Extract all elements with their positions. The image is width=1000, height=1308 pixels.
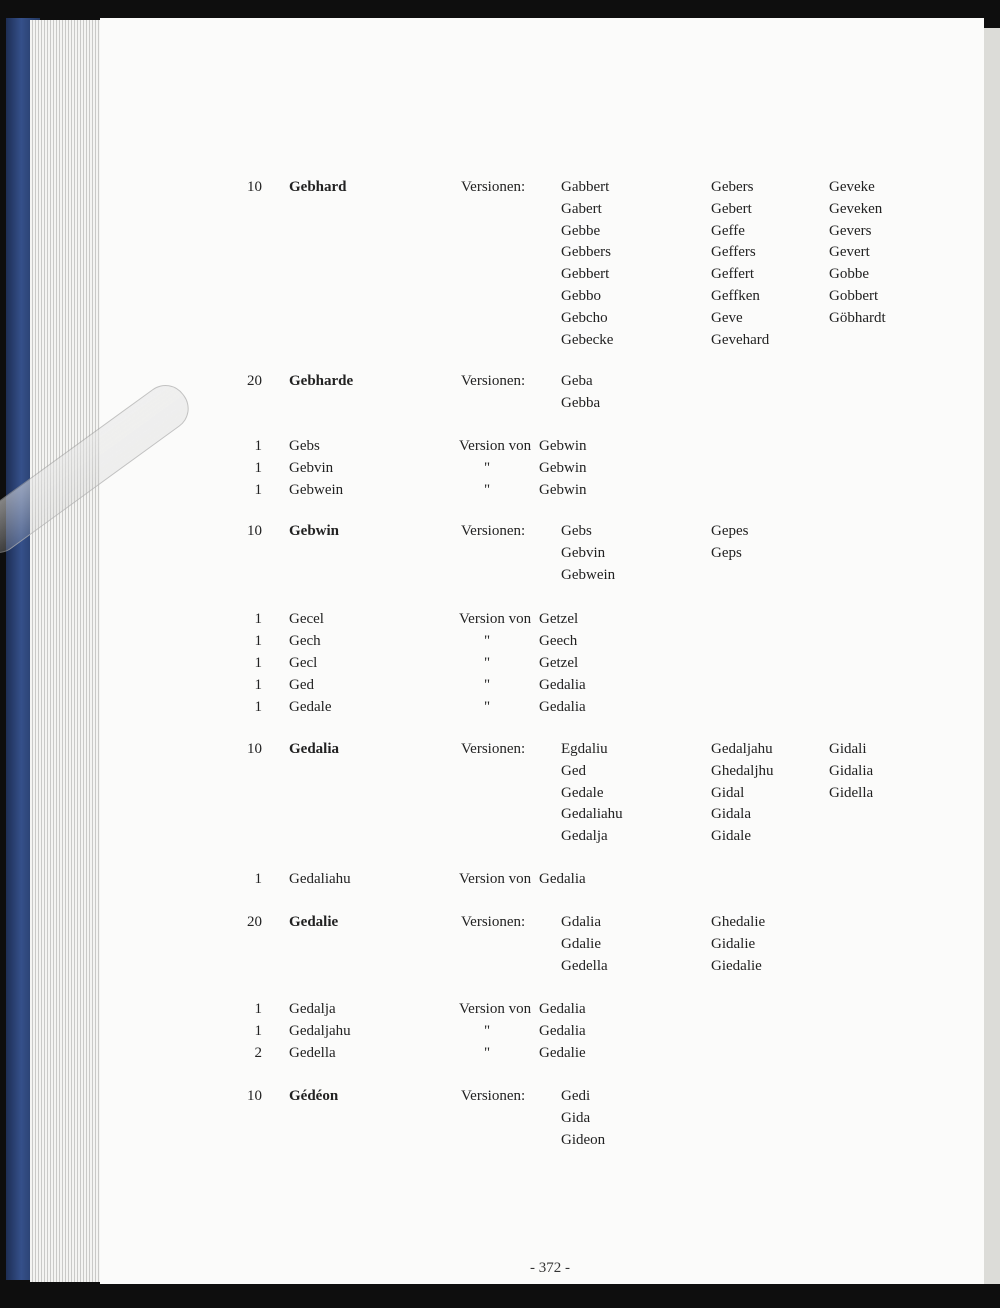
reference-name: Gebwin <box>539 438 587 454</box>
version-name: Geps <box>711 544 742 561</box>
version-name: Gebert <box>711 200 752 217</box>
versions-label: Versionen: <box>461 523 526 539</box>
frequency-number: 1 <box>254 460 262 476</box>
version-name: Gdalie <box>561 935 601 952</box>
version-name: Gedella <box>561 957 608 974</box>
reference-name: Gedalia <box>539 1001 586 1017</box>
version-name: Geffers <box>711 244 756 261</box>
ditto-mark: " <box>484 699 491 715</box>
entry-name: Gedalia <box>289 741 340 757</box>
version-name: Gabbert <box>561 179 610 195</box>
version-name: Geffert <box>711 266 755 283</box>
version-name: Gidala <box>711 806 751 823</box>
reference-name: Getzel <box>539 655 579 671</box>
entry-name: Gedale <box>289 699 332 715</box>
frequency-number: 1 <box>254 438 262 454</box>
version-name: Ged <box>561 762 586 779</box>
frequency-number: 20 <box>247 373 262 389</box>
version-name: Giedalie <box>711 957 762 974</box>
reference-name: Gebwin <box>539 460 587 476</box>
version-name: Gebbo <box>561 288 601 304</box>
frequency-number: 1 <box>254 699 262 715</box>
entry-name: Gebvin <box>289 460 334 476</box>
version-name: Gedi <box>561 1088 591 1104</box>
versions-label: Versionen: <box>461 179 526 195</box>
frequency-number: 1 <box>254 1001 262 1017</box>
reference-name: Gedalia <box>539 871 586 887</box>
version-name: Gidali <box>829 741 867 757</box>
version-name: Gebwein <box>561 566 616 583</box>
facing-page-edge <box>984 28 1000 1284</box>
version-name: Geffken <box>711 288 760 304</box>
frequency-number: 2 <box>254 1045 262 1061</box>
version-name: Gebecke <box>561 331 614 348</box>
frequency-number: 1 <box>254 677 262 693</box>
reference-name: Gebwin <box>539 482 587 498</box>
ditto-mark: " <box>484 677 491 693</box>
version-name: Gobbert <box>829 288 879 304</box>
entry-name: Gebs <box>289 438 320 454</box>
version-of-label: Version von <box>459 871 532 887</box>
ditto-mark: " <box>484 460 491 476</box>
version-name: Gobbe <box>829 266 869 283</box>
versions-label: Versionen: <box>461 1088 526 1104</box>
entry-name: Gecel <box>289 611 324 627</box>
version-name: Geveke <box>829 179 875 195</box>
reference-name: Gedalia <box>539 699 586 715</box>
version-of-label: Version von <box>459 611 532 627</box>
frequency-number: 1 <box>254 611 262 627</box>
entry-name: Gedaliahu <box>289 871 351 887</box>
version-name: Gebers <box>711 179 754 195</box>
ditto-mark: " <box>484 655 491 671</box>
reference-name: Gedalie <box>539 1045 586 1061</box>
entry-name: Gecl <box>289 655 318 671</box>
version-name: Gevehard <box>711 331 770 348</box>
version-name: Gebbert <box>561 266 610 283</box>
version-name: Gida <box>561 1109 591 1126</box>
version-name: Gidella <box>829 784 874 801</box>
ditto-mark: " <box>484 1023 491 1039</box>
version-name: Geveken <box>829 200 883 217</box>
version-name: Gabert <box>561 200 602 217</box>
version-name: Gebvin <box>561 544 606 561</box>
entry-name: Gedaljahu <box>289 1023 351 1039</box>
page-number: - 372 - <box>530 1260 570 1276</box>
frequency-number: 20 <box>247 914 262 930</box>
version-of-label: Version von <box>459 1001 532 1017</box>
version-name: Gebba <box>561 394 601 411</box>
frequency-number: 1 <box>254 633 262 649</box>
frequency-number: 10 <box>247 741 262 757</box>
version-of-label: Version von <box>459 438 532 454</box>
version-name: Gidalia <box>829 762 874 779</box>
entry-name: Gedalie <box>289 914 339 930</box>
version-name: Gevers <box>829 222 872 239</box>
versions-label: Versionen: <box>461 741 526 757</box>
frequency-number: 1 <box>254 871 262 887</box>
version-name: Gidale <box>711 828 751 845</box>
entry-name: Gedalja <box>289 1001 336 1017</box>
version-name: Gebcho <box>561 309 608 326</box>
version-name: Ghedaljhu <box>711 762 774 779</box>
version-name: Gedaliahu <box>561 806 623 823</box>
ditto-mark: " <box>484 1045 491 1061</box>
reference-name: Gedalia <box>539 1023 586 1039</box>
reference-name: Getzel <box>539 611 579 627</box>
version-name: Gebbe <box>561 222 601 239</box>
version-name: Geve <box>711 309 743 326</box>
version-name: Gevert <box>829 244 870 261</box>
versions-label: Versionen: <box>461 914 526 930</box>
entry-name: Gebwin <box>289 523 340 539</box>
version-name: Gidalie <box>711 935 756 952</box>
entry-name: Gebharde <box>289 373 354 389</box>
version-name: Egdaliu <box>561 741 608 757</box>
version-name: Gdalia <box>561 914 601 930</box>
version-name: Geba <box>561 373 593 389</box>
entry-name: Gech <box>289 633 321 649</box>
frequency-number: 1 <box>254 482 262 498</box>
reference-name: Gedalia <box>539 677 586 693</box>
versions-label: Versionen: <box>461 373 526 389</box>
frequency-number: 1 <box>254 1023 262 1039</box>
entry-name: Ged <box>289 677 314 693</box>
version-name: Gebbers <box>561 244 611 261</box>
version-name: Gepes <box>711 523 749 539</box>
reference-name: Geech <box>539 633 578 649</box>
version-name: Gedaljahu <box>711 741 773 757</box>
version-name: Gidal <box>711 784 745 801</box>
entry-name: Gebhard <box>289 179 347 195</box>
version-name: Gedalja <box>561 828 608 845</box>
frequency-number: 10 <box>247 523 262 539</box>
version-name: Gedale <box>561 784 604 801</box>
entry-name: Gebwein <box>289 482 344 498</box>
entry-name: Gedella <box>289 1045 336 1061</box>
version-name: Geffe <box>711 222 745 239</box>
page-edges <box>30 20 110 1282</box>
version-name: Gideon <box>561 1131 606 1148</box>
version-name: Göbhardt <box>829 309 886 326</box>
frequency-number: 10 <box>247 179 262 195</box>
version-name: Gebs <box>561 523 592 539</box>
version-name: Ghedalie <box>711 914 766 930</box>
frequency-number: 10 <box>247 1088 262 1104</box>
entry-name: Gédéon <box>289 1088 339 1104</box>
ditto-mark: " <box>484 633 491 649</box>
frequency-number: 1 <box>254 655 262 671</box>
ditto-mark: " <box>484 482 491 498</box>
